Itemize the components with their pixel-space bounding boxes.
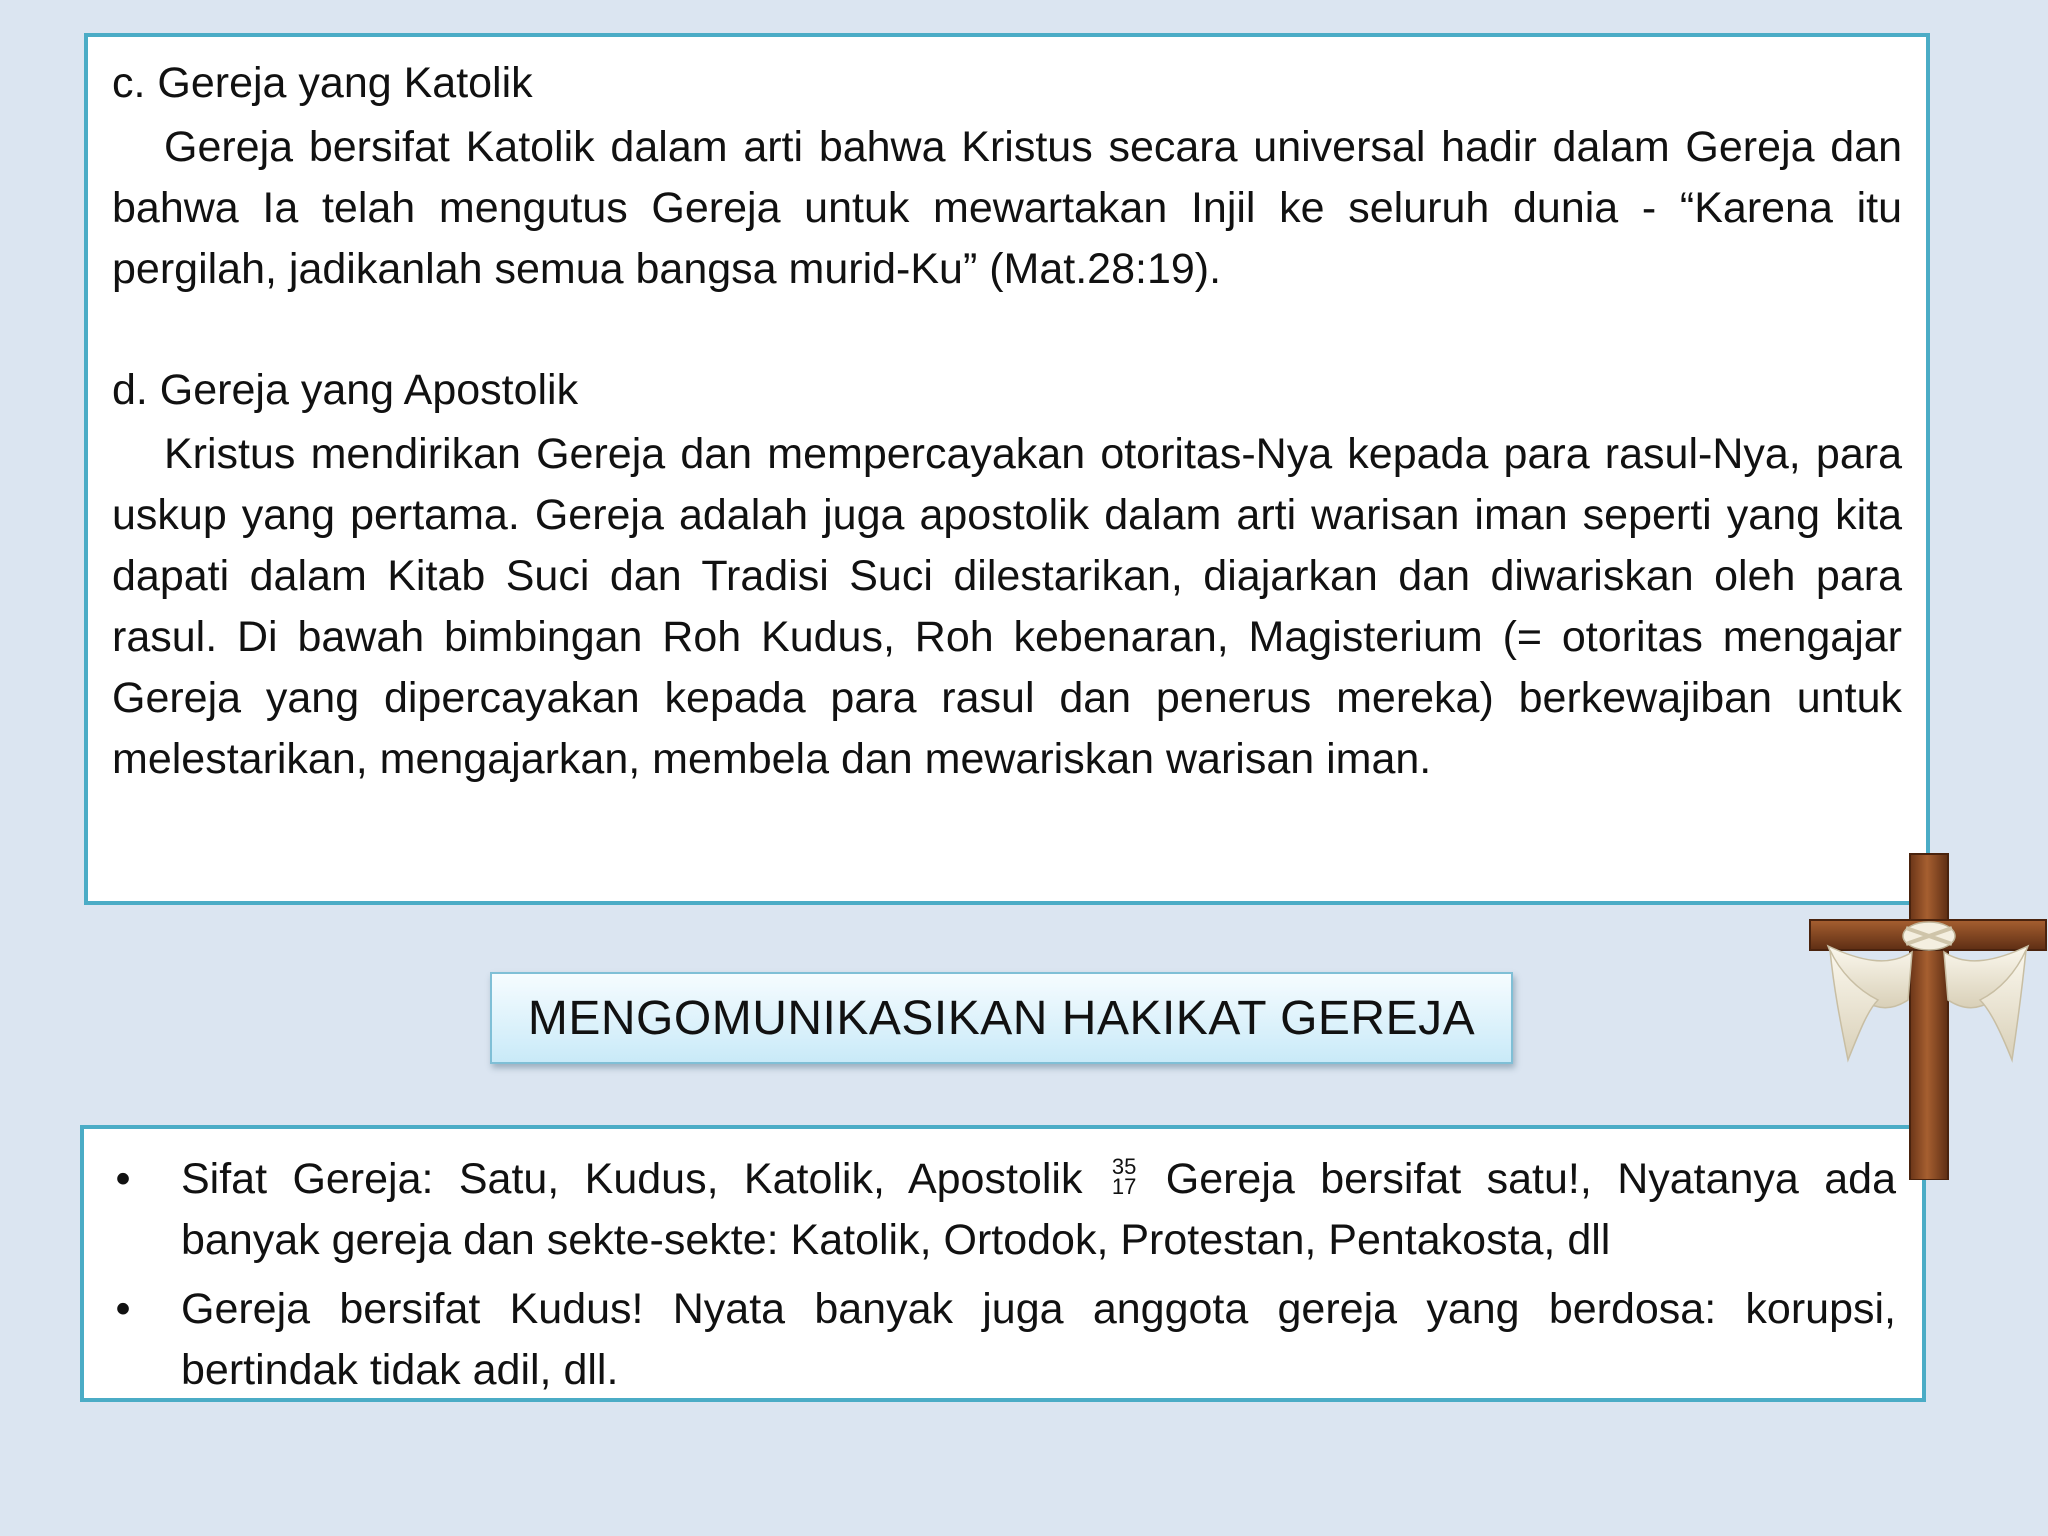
bullet-item-kudus <box>108 1279 1896 1401</box>
paragraph-katolik: Gereja bersifat Katolik dalam arti bahwa Kristus secara universal hadir dalam Gereja dan bahwa Ia telah mengutus Gereja untuk mewartakan Injil ke seluruh dunia - “Karena itu pergilah, jadikanlah semua bangsa murid-Ku” (Mat.28:19). <box>112 123 1902 293</box>
bullet-marker: • <box>115 1155 131 1203</box>
fraction-symbol <box>1111 1153 1137 1199</box>
heading-apostolik: d. Gereja yang Apostolik <box>112 366 579 414</box>
content-box-katolik-apostolik <box>84 33 1930 905</box>
bullet-text-part1: Sifat Gereja: Satu, Kudus, Katolik, Apostolik <box>181 1155 1083 1203</box>
bullet-item-sifat <box>108 1149 1896 1271</box>
content-box-bullets <box>80 1125 1926 1402</box>
bullet-text-part2: Gereja bersifat satu!, Nyatanya ada banyak gereja dan sekte-sekte: Katolik, Ortodok, Protestan, Pentakosta, dll <box>181 1155 1896 1264</box>
bullet-list <box>108 1149 1896 1401</box>
fraction-top: 35 <box>1111 1153 1137 1179</box>
heading-katolik: c. Gereja yang Katolik <box>112 59 533 107</box>
banner-title <box>490 972 1513 1064</box>
fraction-bottom: 17 <box>1111 1173 1137 1199</box>
banner-title-text: MENGOMUNIKASIKAN HAKIKAT GEREJA <box>527 991 1476 1045</box>
paragraph-apostolik: Kristus mendirikan Gereja dan mempercayakan otoritas-Nya kepada para rasul-Nya, para uskup yang pertama. Gereja adalah juga apostolik dalam arti warisan iman seperti yang kita dapati dalam Kitab Suci dan Tradisi Suci dilestarikan, diajarkan dan diwariskan oleh para rasul. Di bawah bimbingan Roh Kudus, Roh kebenaran, Magisterium (= otoritas mengajar Gereja yang dipercayakan kepada para rasul dan penerus mereka) berkewajiban untuk melestarikan, mengajarkan, membela dan mewariskan warisan iman. <box>112 430 1902 783</box>
bullet-text: Gereja bersifat Kudus! Nyata banyak juga anggota gereja yang berdosa: korupsi, bertindak tidak adil, dll. <box>181 1285 1896 1394</box>
bullet-marker: • <box>115 1285 131 1333</box>
cross-with-cloth-icon <box>1808 850 2048 1180</box>
